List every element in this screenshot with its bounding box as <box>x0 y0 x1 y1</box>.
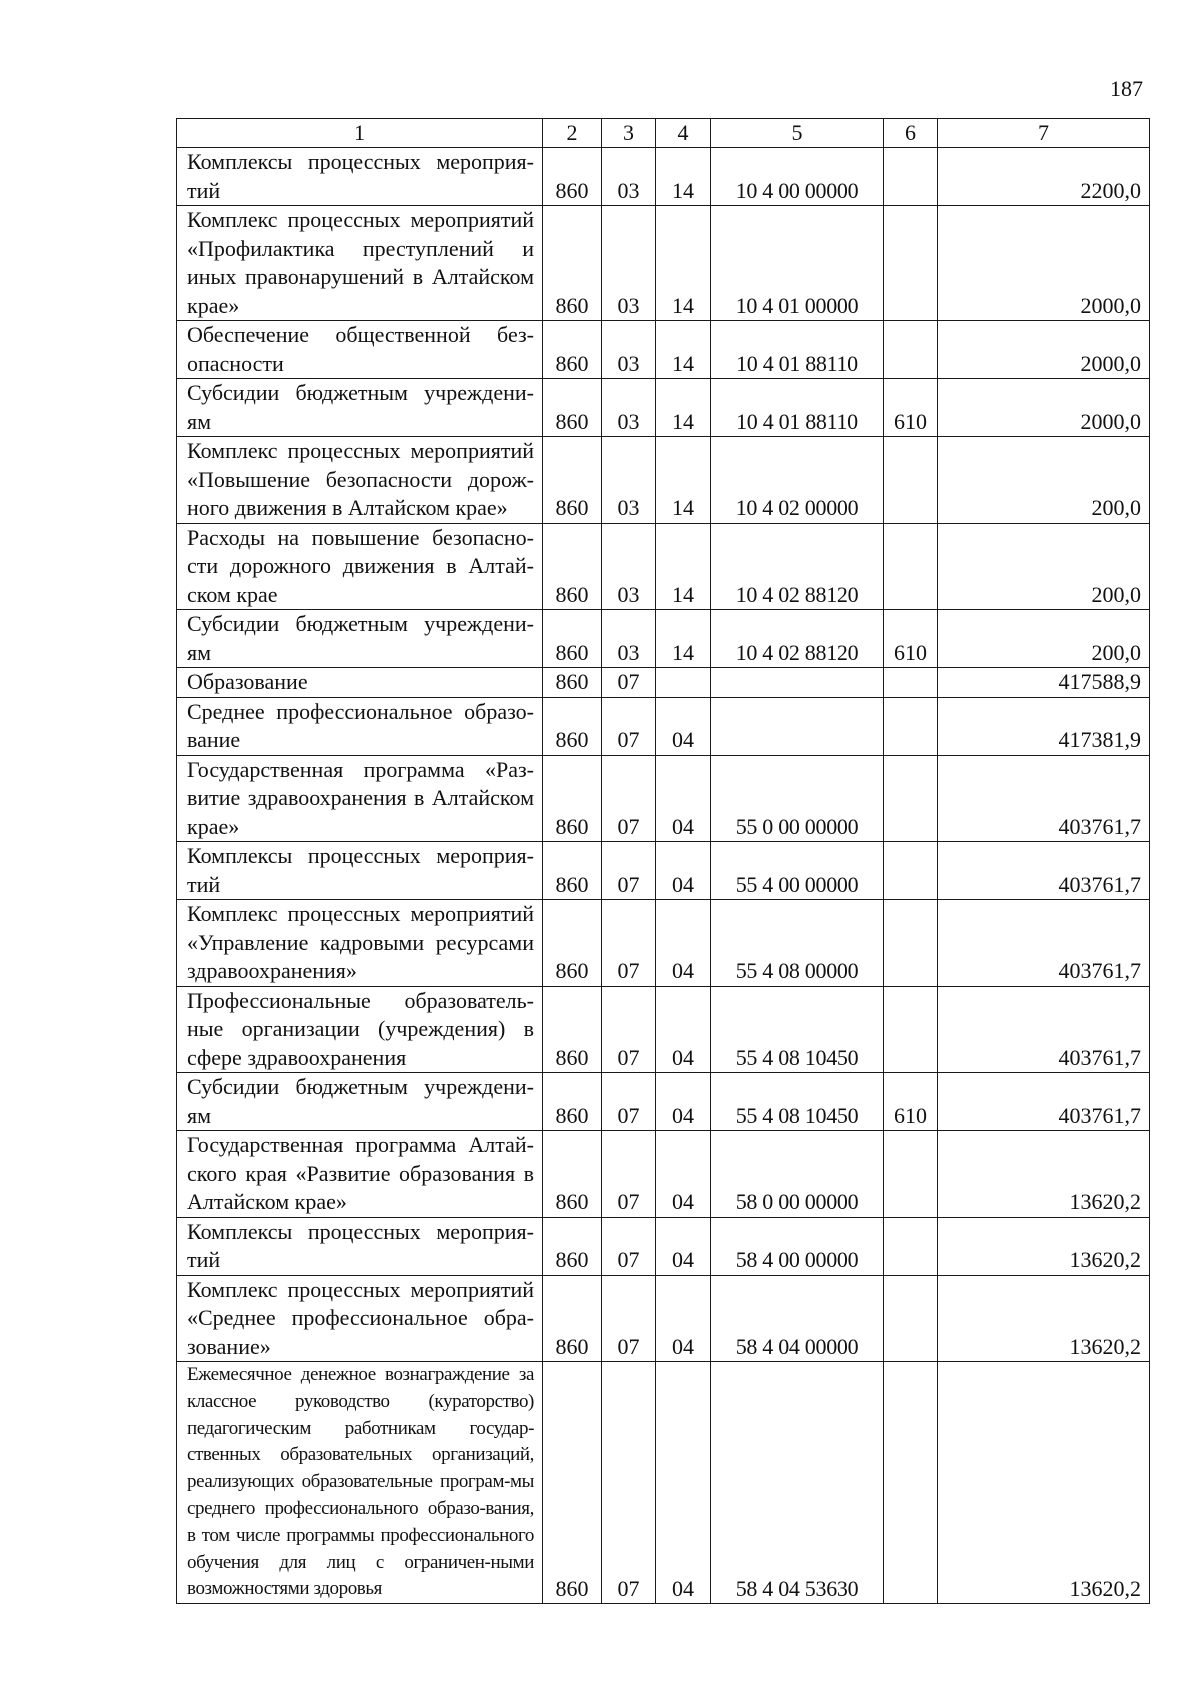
column-header-2: 2 <box>543 119 602 148</box>
cell-col-5: 10 4 01 88110 <box>711 321 884 379</box>
cell-col-7: 2000,0 <box>938 206 1150 321</box>
cell-col-4: 04 <box>656 842 711 900</box>
row-name: Комплекс процессных мероприятий «Профилактика преступлений и иных правонарушений в Алтайском крае» <box>177 206 543 321</box>
cell-col-7: 2000,0 <box>938 379 1150 437</box>
cell-col-3: 07 <box>602 1275 656 1362</box>
cell-col-4: 04 <box>656 1073 711 1131</box>
cell-col-5 <box>711 668 884 698</box>
cell-col-2: 860 <box>543 523 602 610</box>
cell-col-6 <box>884 668 938 698</box>
cell-col-7: 2200,0 <box>938 148 1150 206</box>
cell-col-5: 55 4 00 00000 <box>711 842 884 900</box>
table-row <box>177 668 1150 698</box>
cell-col-4: 14 <box>656 523 711 610</box>
table-row <box>177 206 1150 321</box>
cell-col-4: 04 <box>656 1275 711 1362</box>
cell-col-7: 13620,2 <box>938 1275 1150 1362</box>
cell-col-4 <box>656 668 711 698</box>
cell-col-3: 03 <box>602 206 656 321</box>
column-header-1: 1 <box>177 119 543 148</box>
cell-col-5: 10 4 02 88120 <box>711 610 884 668</box>
column-header-3: 3 <box>602 119 656 148</box>
table-row <box>177 1362 1150 1604</box>
table-row <box>177 1131 1150 1218</box>
table-row <box>177 755 1150 842</box>
cell-col-7: 403761,7 <box>938 900 1150 987</box>
cell-col-5: 55 4 08 10450 <box>711 986 884 1073</box>
cell-col-5: 58 4 04 00000 <box>711 1275 884 1362</box>
cell-col-7: 403761,7 <box>938 842 1150 900</box>
cell-col-3: 07 <box>602 755 656 842</box>
cell-col-2: 860 <box>543 1275 602 1362</box>
cell-col-2: 860 <box>543 379 602 437</box>
cell-col-3: 03 <box>602 610 656 668</box>
column-header-7: 7 <box>938 119 1150 148</box>
table-row <box>177 523 1150 610</box>
cell-col-6: 610 <box>884 379 938 437</box>
cell-col-4: 04 <box>656 1362 711 1604</box>
table-row <box>177 610 1150 668</box>
cell-col-5: 10 4 01 00000 <box>711 206 884 321</box>
cell-col-2: 860 <box>543 755 602 842</box>
cell-col-4: 14 <box>656 379 711 437</box>
cell-col-6 <box>884 755 938 842</box>
cell-col-7: 200,0 <box>938 610 1150 668</box>
column-header-4: 4 <box>656 119 711 148</box>
cell-col-7: 417381,9 <box>938 697 1150 755</box>
cell-col-2: 860 <box>543 900 602 987</box>
row-name: Профессиональные образователь-ные организации (учреждения) в сфере здравоохранения <box>177 986 543 1073</box>
cell-col-4: 14 <box>656 148 711 206</box>
row-name: Обеспечение общественной без-опасности <box>177 321 543 379</box>
cell-col-7: 403761,7 <box>938 1073 1150 1131</box>
cell-col-2: 860 <box>543 668 602 698</box>
cell-col-7: 200,0 <box>938 523 1150 610</box>
cell-col-3: 07 <box>602 986 656 1073</box>
cell-col-2: 860 <box>543 1073 602 1131</box>
table-row <box>177 697 1150 755</box>
cell-col-6 <box>884 523 938 610</box>
cell-col-5: 58 4 00 00000 <box>711 1217 884 1275</box>
cell-col-6 <box>884 1131 938 1218</box>
table-row <box>177 321 1150 379</box>
cell-col-7: 13620,2 <box>938 1217 1150 1275</box>
cell-col-6 <box>884 986 938 1073</box>
cell-col-3: 07 <box>602 1131 656 1218</box>
cell-col-4: 14 <box>656 437 711 524</box>
row-name: Комплекс процессных мероприятий «Среднее профессиональное обра-зование» <box>177 1275 543 1362</box>
cell-col-5: 10 4 00 00000 <box>711 148 884 206</box>
cell-col-3: 07 <box>602 697 656 755</box>
cell-col-7: 417588,9 <box>938 668 1150 698</box>
cell-col-2: 860 <box>543 206 602 321</box>
table-row <box>177 437 1150 524</box>
cell-col-6 <box>884 1362 938 1604</box>
page-number: 187 <box>1110 76 1143 101</box>
cell-col-2: 860 <box>543 842 602 900</box>
row-name: Расходы на повышение безопасно-сти дорожного движения в Алтай-ском крае <box>177 523 543 610</box>
cell-col-2: 860 <box>543 1131 602 1218</box>
cell-col-4: 04 <box>656 1217 711 1275</box>
budget-table <box>176 118 1150 1604</box>
cell-col-3: 03 <box>602 523 656 610</box>
table-row <box>177 986 1150 1073</box>
cell-col-3: 03 <box>602 321 656 379</box>
cell-col-3: 03 <box>602 437 656 524</box>
cell-col-5: 55 4 08 10450 <box>711 1073 884 1131</box>
cell-col-6 <box>884 437 938 524</box>
cell-col-2: 860 <box>543 610 602 668</box>
table-body <box>177 148 1150 1604</box>
column-header-6: 6 <box>884 119 938 148</box>
cell-col-6 <box>884 148 938 206</box>
cell-col-3: 07 <box>602 1362 656 1604</box>
cell-col-7: 13620,2 <box>938 1131 1150 1218</box>
cell-col-5: 58 4 04 53630 <box>711 1362 884 1604</box>
cell-col-2: 860 <box>543 437 602 524</box>
cell-col-7: 200,0 <box>938 437 1150 524</box>
row-name: Субсидии бюджетным учреждени-ям <box>177 610 543 668</box>
row-name: Образование <box>177 668 543 698</box>
cell-col-6 <box>884 206 938 321</box>
cell-col-5 <box>711 697 884 755</box>
cell-col-4: 14 <box>656 321 711 379</box>
row-name: Ежемесячное денежное вознаграждение за классное руководство (кураторство) педагогическим работникам государ-ственных образовательных организаций, реализующих образовательные програм-мы среднего профессионального образо-вания, в том числе программы профессионального обучения для лиц с ограничен-ными возможностями здоровья <box>177 1362 543 1604</box>
cell-col-4: 14 <box>656 610 711 668</box>
cell-col-2: 860 <box>543 148 602 206</box>
cell-col-6 <box>884 842 938 900</box>
row-name: Субсидии бюджетным учреждени-ям <box>177 379 543 437</box>
cell-col-5: 10 4 01 88110 <box>711 379 884 437</box>
row-name: Комплексы процессных мероприя-тий <box>177 148 543 206</box>
cell-col-5: 58 0 00 00000 <box>711 1131 884 1218</box>
cell-col-6: 610 <box>884 1073 938 1131</box>
cell-col-4: 04 <box>656 697 711 755</box>
cell-col-6 <box>884 1217 938 1275</box>
cell-col-5: 10 4 02 00000 <box>711 437 884 524</box>
column-header-5: 5 <box>711 119 884 148</box>
cell-col-6: 610 <box>884 610 938 668</box>
row-name: Государственная программа Алтай-ского края «Развитие образования в Алтайском крае» <box>177 1131 543 1218</box>
table-row <box>177 1275 1150 1362</box>
row-name: Государственная программа «Раз-витие здравоохранения в Алтайском крае» <box>177 755 543 842</box>
cell-col-4: 04 <box>656 900 711 987</box>
row-name: Комплекс процессных мероприятий «Повышение безопасности дорож-ного движения в Алтайском крае» <box>177 437 543 524</box>
cell-col-3: 07 <box>602 842 656 900</box>
cell-col-6 <box>884 900 938 987</box>
row-name: Среднее профессиональное образо-вание <box>177 697 543 755</box>
cell-col-4: 14 <box>656 206 711 321</box>
cell-col-3: 03 <box>602 148 656 206</box>
cell-col-7: 403761,7 <box>938 755 1150 842</box>
cell-col-2: 860 <box>543 1217 602 1275</box>
table-row <box>177 1217 1150 1275</box>
cell-col-7: 13620,2 <box>938 1362 1150 1604</box>
row-name: Субсидии бюджетным учреждени-ям <box>177 1073 543 1131</box>
row-name: Комплексы процессных мероприя-тий <box>177 1217 543 1275</box>
cell-col-3: 07 <box>602 900 656 987</box>
cell-col-6 <box>884 1275 938 1362</box>
cell-col-4: 04 <box>656 755 711 842</box>
cell-col-6 <box>884 321 938 379</box>
cell-col-2: 860 <box>543 1362 602 1604</box>
cell-col-6 <box>884 697 938 755</box>
row-name: Комплекс процессных мероприятий «Управление кадровыми ресурсами здравоохранения» <box>177 900 543 987</box>
cell-col-2: 860 <box>543 986 602 1073</box>
table-row <box>177 842 1150 900</box>
row-name: Комплексы процессных мероприя-тий <box>177 842 543 900</box>
cell-col-5: 55 0 00 00000 <box>711 755 884 842</box>
table-row <box>177 900 1150 987</box>
cell-col-2: 860 <box>543 321 602 379</box>
cell-col-3: 07 <box>602 1217 656 1275</box>
cell-col-5: 55 4 08 00000 <box>711 900 884 987</box>
cell-col-4: 04 <box>656 986 711 1073</box>
header-row <box>177 119 1150 148</box>
table-row <box>177 379 1150 437</box>
cell-col-4: 04 <box>656 1131 711 1218</box>
cell-col-2: 860 <box>543 697 602 755</box>
cell-col-7: 403761,7 <box>938 986 1150 1073</box>
cell-col-5: 10 4 02 88120 <box>711 523 884 610</box>
table-row <box>177 1073 1150 1131</box>
cell-col-3: 07 <box>602 668 656 698</box>
cell-col-3: 03 <box>602 379 656 437</box>
cell-col-3: 07 <box>602 1073 656 1131</box>
cell-col-7: 2000,0 <box>938 321 1150 379</box>
table-row <box>177 148 1150 206</box>
